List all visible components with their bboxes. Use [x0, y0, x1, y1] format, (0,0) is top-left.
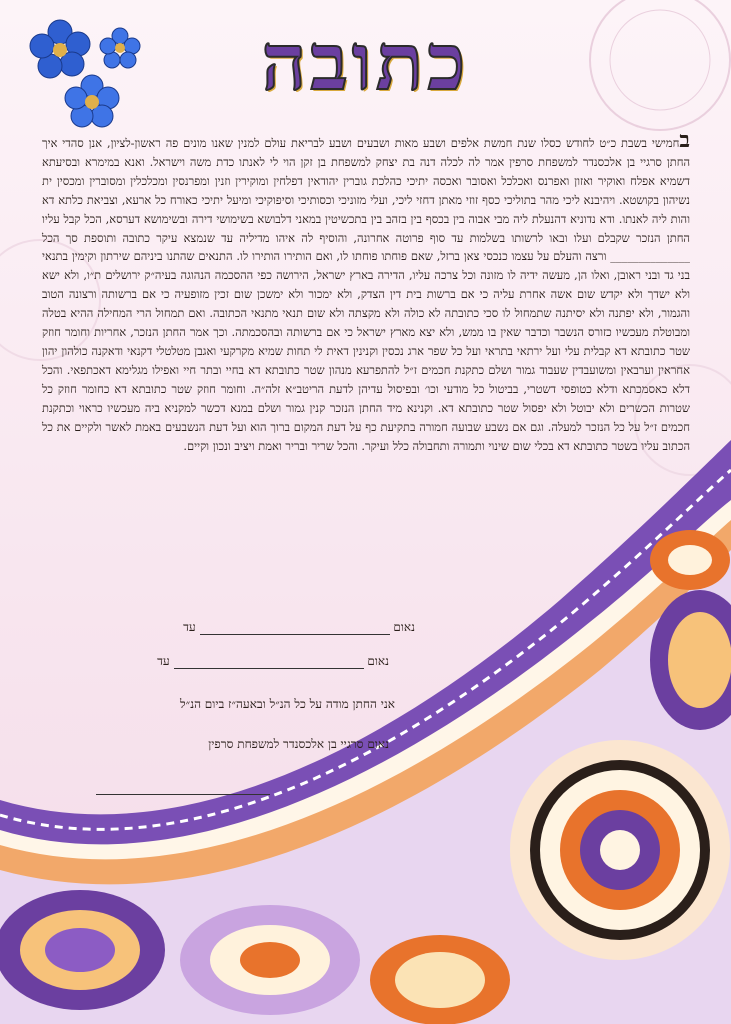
groom-name: נאום סרגיי בן אלכסנדר למשפחת סרפין [208, 737, 389, 751]
groom-signature-line[interactable] [96, 781, 270, 795]
first-letter: ב [679, 127, 690, 153]
witness-2-label: נאום [367, 654, 389, 668]
groom-acknowledgement: אני החתן מודה על כל הנ״ל ובאעה״ז ביום הנ״ל [180, 697, 395, 711]
witness-1-line [183, 620, 415, 635]
ketubah-text [42, 127, 690, 455]
witness-1-signature-field[interactable] [200, 622, 390, 635]
witness-2-signature-field[interactable] [174, 656, 364, 669]
witness-1-label: נאום [393, 620, 415, 634]
witness-2-suffix: עד [157, 654, 170, 668]
witness-2-line [157, 654, 389, 669]
document-title: כתובה [261, 17, 470, 108]
witness-1-suffix: עד [183, 620, 196, 634]
body-paragraph: חמישי בשבת כ״ט לחודש כסלו שנת חמשת אלפים ושבע מאות ושבעים ושבע לבריאת עולם למנין שאנו מונים פה ראשון-לציון, אנן סהדי איך החתן סרגיי בן אלכסנדר למשפחת סרפין אמר לה לכלה דנה בת יצחק למשפחת בן זקן הוי לי לאנתו כדת משה וישראל. ואנא במימרא ובסיעתא דשמיא אפלח ואוקיר ואזון ואפרנס ואכלכל ואסובר ואכסה יתיכי כהלכת גוברין יהודאין דפלחין ומוקירין וזנין ומפרנסין ומכלכלין ומסוברין ומכסין ית נשיהון בקושטא. ויהיבנא ליכי מהר בתוליכי כסף זוזי מאתן דחזי ליכי, ועלי מזוניכי וכסותיכי וסיפוקיכי ומיעל יתיכי כאורח כל ארעא, וצביאת כלתא דא והות ליה לאנתו. ודא נדוניא דהנעלת ליה מבי אבוה בין בכסף בין בזהב בין בתכשיטין במאני דלבושא בשימושי דירה ובשימושא דערסא, הכל קבל עליו החתן הנזכר שקבלם ועלו ובאו לרשותו בשלמות עד סוף פרוטה אחרונה, והוסיף לה איהו מדיליה עד שנמצא עיקר כתובה ותוספת סך הכל ______________ ורצה והעלם על עצמו כנכסי צאן ברזל, שאם פוחתו פוחתו לו, ואם הותירו הותירו לו. התנאים שהתנו ביניהם שירתון וקימין בתנאי בני גד ובני ראובן, ואלו הן, מעשה ידיה לו מזונה וכל צרכה עליו, הדירה בארץ ישראל, הירושה כפי ההסכמה הנהוגה בעיה״ק ירושלים ת״ו, ולא ישא ולא ישדך ולא יקדש שום אשה אחרת עליה כי אם ברשות בית דין הצדק, ולא ימכור ולא ימשכן שום זכין מזופעיה כי אם ברשותה ורצונה הטוב והגמור, ולא יפתנה ולא יסיתנה שתמחול לו סכי כתובתה לא כולה ולא מקצתה ולא שום תנאי מתנאי הכתובה. ואם תמחול הרי המחילה ההיא בטלה ומבוטלת מעכשיו כזורס הנשבר וכדבר שאין בו ממש, ולא יצא מארץ ישראל כי אם ברשותה ובהסכמתה. וכך אמר החתן הנזכר, אחריות וחומר חוזק שטר כתובתא דא קבלית עלי ועל ירתאי בתראי ועל כל שפר ארג נכסין וקנינין דאית לי תחות שמיא מקרקעי ואגבן מטלטלי דקנאי ודאקנה כולהון יהון אחראין וערבאין ומשועבדין שעבוד גמור ושלם כתקנת חכמים ז״ל להתפרעא מנהון שטר כתובתא דא בחיי ובתר חיי ואפילו מגלימא דאכתפאי. והכל דלא כאסמכתא ודלא כטופסי דשטרי, בביטול כל מודעי וכו׳ ובפיסול עדיהן לדעת הריטב״א זלה״ה. וחומר חוזק שטר כתובתא דא כחומר חוזק כל שטרות הכשרים ולא יבוטל ולא יפסול שטר כתובתא דא. וקנינא מיד החתן הנזכר קנין גמור ושלם במנא דכשר למקניא ביה מעכשיו כראוי וכתקנת חכמים ז״ל על כל הנזכר למעלה. וגם אם נשבע שבועה חמורה בתקיעת כף על דעת המקום ברוך הוא ועל דעת הנשבעים באמת לאשר ולקיים את כל הכתוב עליו בשטר כתובתא דא בכלי שום שינוי ותמורה ותחבולה כלל ועיקר. והכל שריר ובריר ואמת ויציב ונכון וקיים. [42, 136, 690, 453]
